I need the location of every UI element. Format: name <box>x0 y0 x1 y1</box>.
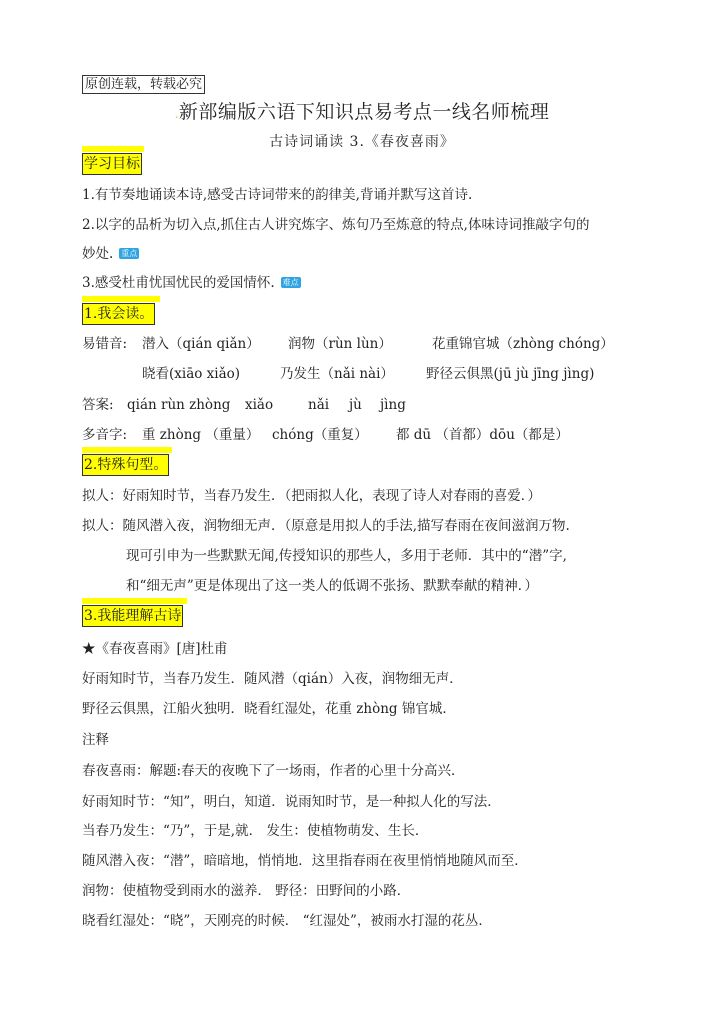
key-point-badge: 重点 <box>121 249 138 258</box>
goals-heading-label: 学习目标 <box>82 153 142 175</box>
note-line: 当春乃发生：“乃”，于是,就． 发生：使植物萌发、生长． <box>82 823 429 839</box>
pinyin-item: 晓看(xiāo xiǎo) <box>142 366 241 382</box>
pinyin-item: 野径云俱黑(jū jù jīng jìng) <box>426 366 595 382</box>
pinyin-item: 潜入（qián qiǎn） <box>142 336 260 352</box>
answer-value: qián rùn zhòng <box>127 397 231 413</box>
title-dot: . <box>174 107 179 121</box>
section1-heading-label: 1.我会读。 <box>82 303 155 325</box>
goal-item: 2.以字的品析为切入点,抓住古人讲究炼字、炼句乃至炼意的特点,体味诗词推敲字句的 <box>82 217 590 233</box>
sentence-line: 现可引申为一些默默无闻,传授知识的那些人，多用于老师．其中的“潜”字, <box>126 548 567 564</box>
difficulty-badge: 难点 <box>282 278 299 287</box>
sentence-line: 拟人：好雨知时节，当春乃发生．（把雨拟人化，表现了诗人对春雨的喜爱．） <box>82 488 541 504</box>
document-title <box>0 97 724 124</box>
answer-value: nǎi <box>308 397 330 413</box>
notes-heading: 注释 <box>82 732 109 748</box>
answer-value: xiǎo <box>245 397 274 413</box>
copyright-notice: 原创连载，转载必究 <box>82 75 205 94</box>
poem-line: 野径云俱黑，江船火独明．晓看红湿处，花重 zhòng 锦官城． <box>82 701 456 717</box>
highlight-strip <box>82 146 144 152</box>
highlight-strip <box>82 296 160 302</box>
error-prone-label: 易错音: <box>82 336 128 352</box>
sentence-line: 拟人：随风潜入夜，润物细无声．（原意是用拟人的手法,描写春雨在夜间滋润万物. <box>82 518 570 534</box>
note-line: 好雨知时节：“知”，明白，知道．说雨知时节，是一种拟人化的写法． <box>82 794 501 810</box>
polyphone-label: 多音字: <box>82 427 128 443</box>
note-line: 春夜喜雨：解题:春天的夜晚下了一场雨，作者的心里十分高兴． <box>82 763 465 779</box>
answer-label: 答案: <box>82 397 114 413</box>
polyphone-item: chóng（重复） <box>272 427 368 443</box>
note-line: 晓看红湿处：“晓”，天刚亮的时候． “红湿处”，被雨水打湿的花丛． <box>82 913 492 929</box>
polyphone-item: 重 zhòng （重量） <box>142 427 260 443</box>
answer-value: jìng <box>380 397 406 413</box>
note-line: 润物：使植物受到雨水的滋养． 野径：田野间的小路． <box>82 883 411 899</box>
section3-heading-label: 3.我能理解古诗 <box>82 605 183 627</box>
document-subtitle: 古诗词诵读 3.《春夜喜雨》 <box>269 134 455 150</box>
highlight-strip <box>82 447 172 453</box>
highlight-strip <box>82 598 187 604</box>
poem-title: ★《春夜喜雨》[唐]杜甫 <box>82 641 228 657</box>
goal-item <box>82 245 139 263</box>
pinyin-item: 乃发生（nǎi nài） <box>280 366 394 382</box>
title-text: 新部编版六语下知识点易考点一线名师梳理 <box>178 101 550 123</box>
goal-item: 1.有节奏地诵读本诗,感受古诗词带来的韵律美,背诵并默写这首诗. <box>82 187 473 203</box>
note-line: 随风潜入夜：“潜”，暗暗地，悄悄地．这里指春雨在夜里悄悄地随风而至． <box>82 853 528 869</box>
pinyin-item: 润物（rùn lùn） <box>288 336 392 352</box>
answer-value: jù <box>349 397 362 413</box>
poem-line: 好雨知时节，当春乃发生．随风潜（qián）入夜，润物细无声． <box>82 671 463 687</box>
goal-item-text: 3.感受杜甫忧国忧民的爱国情怀. <box>82 275 275 291</box>
pinyin-item: 花重锦官城（zhòng chóng） <box>432 336 614 352</box>
sentence-line: 和“细无声”更是体现出了这一类人的低调不张扬、默默奉献的精神．） <box>126 578 539 594</box>
polyphone-item: 都 dū （首都）dōu（都是） <box>396 427 569 443</box>
goal-item-text: 妙处. <box>82 246 114 262</box>
goal-item <box>82 274 301 292</box>
section2-heading-label: 2.特殊句型。 <box>82 454 169 476</box>
